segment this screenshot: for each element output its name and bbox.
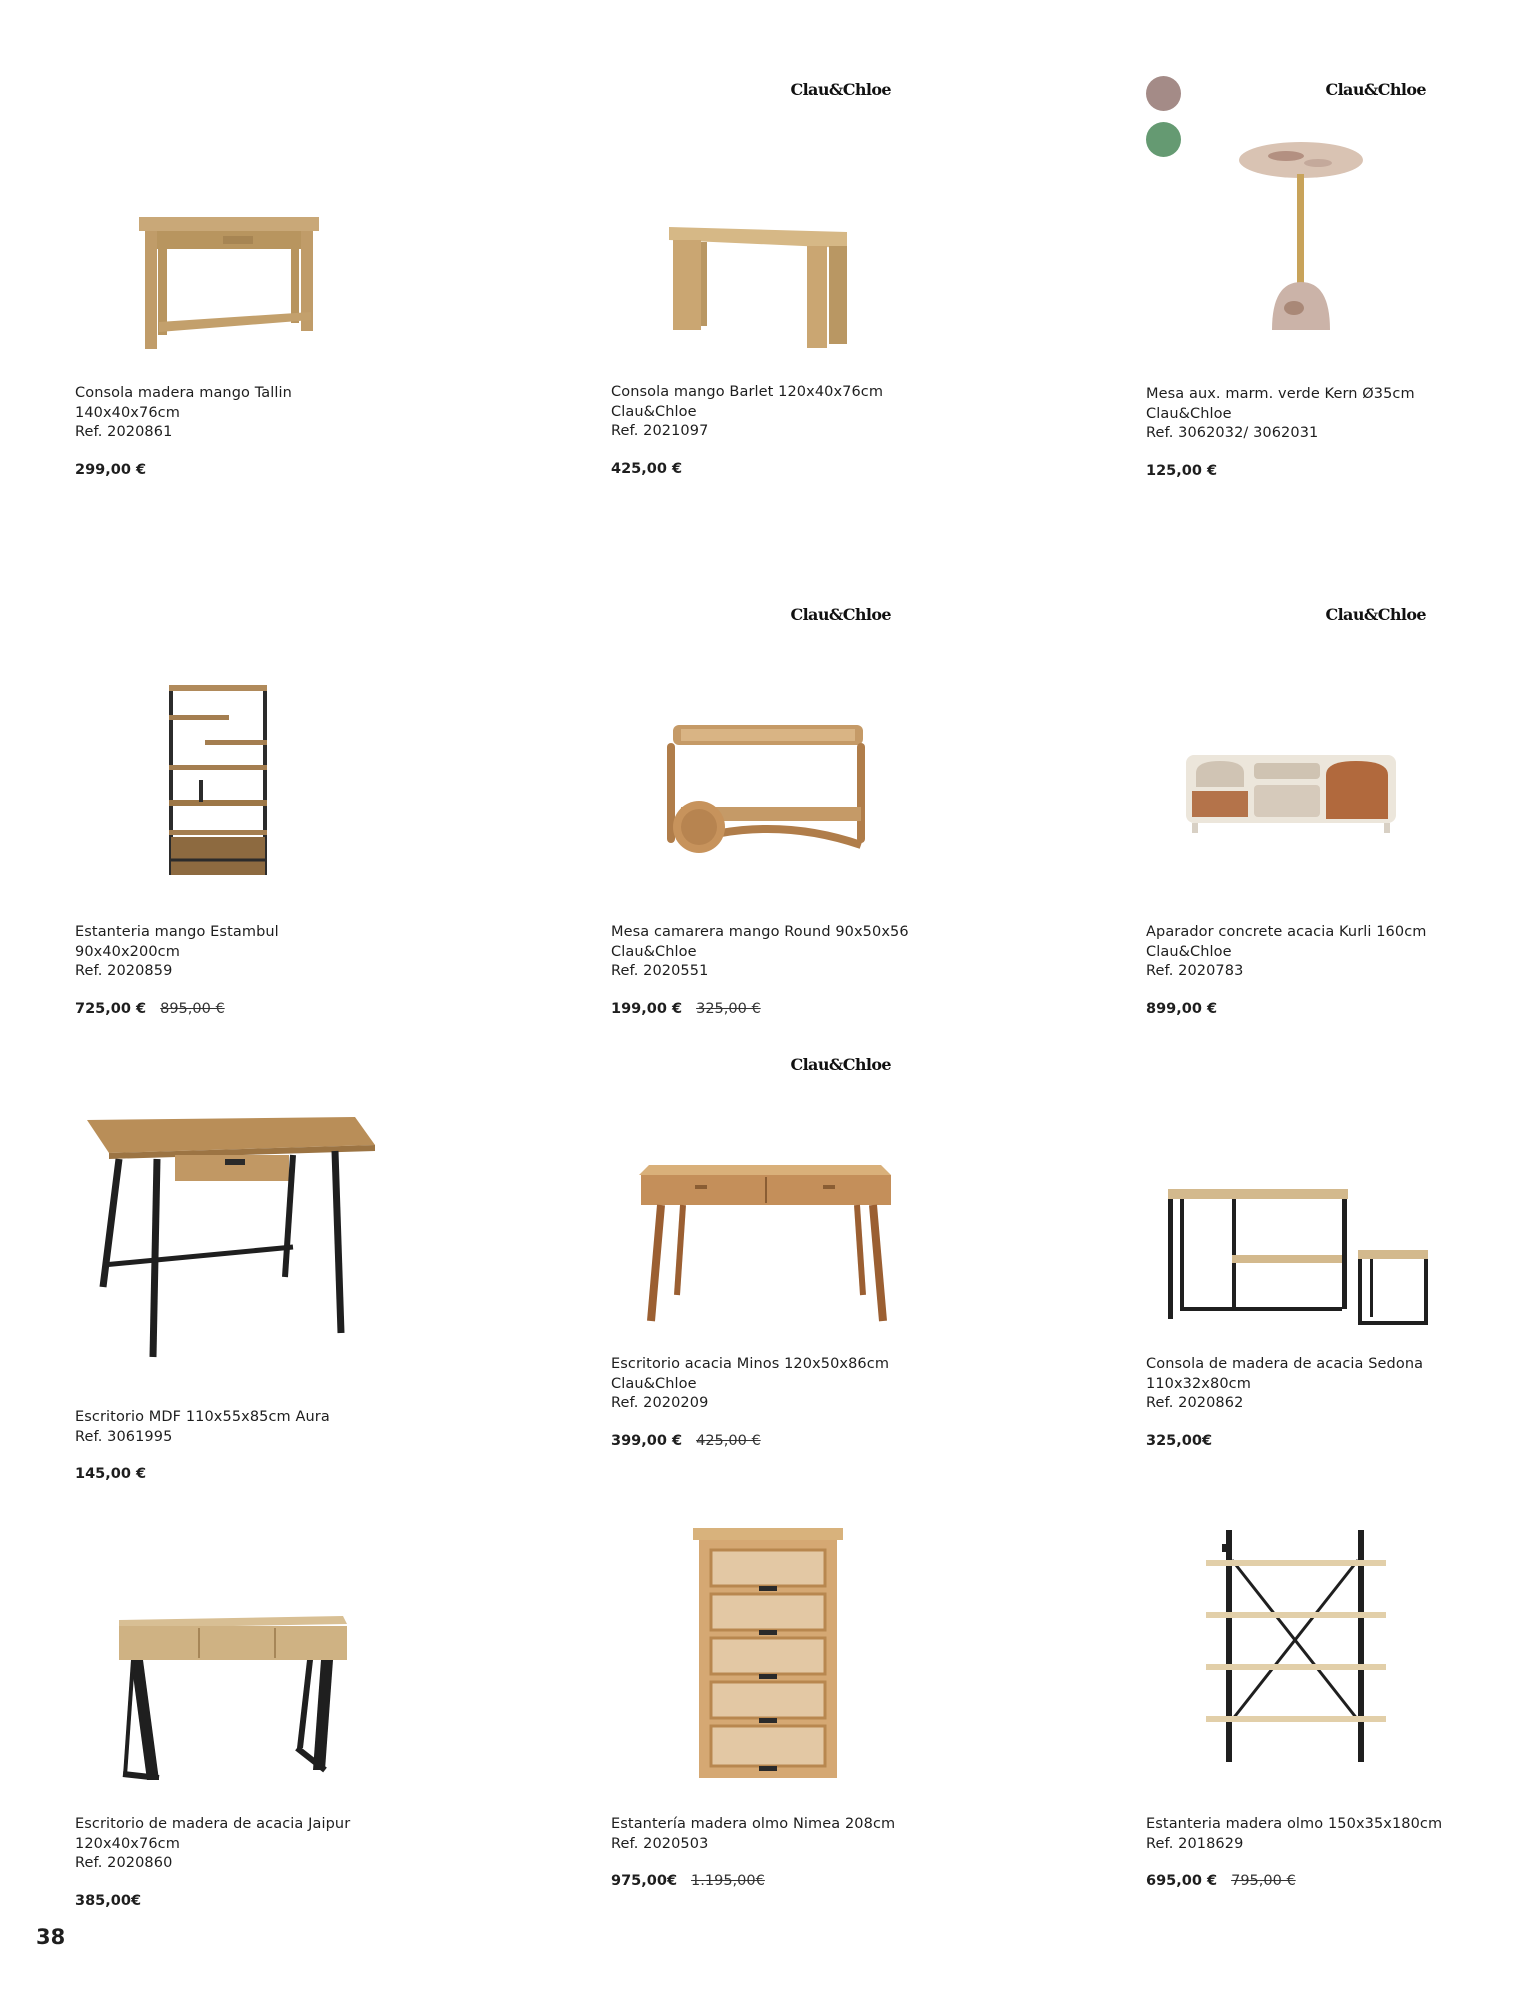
product-name: Consola mango Barlet 120x40x76cm bbox=[611, 384, 884, 400]
product-price: 425,00 € bbox=[611, 460, 683, 477]
product-brand-text: Clau&Chloe bbox=[611, 1375, 697, 1392]
product-name: Aparador concrete acacia Kurli 160cm bbox=[1146, 924, 1427, 940]
brand-logo: Clau&Chloe bbox=[790, 605, 891, 624]
product-dimensions: 110x32x80cm bbox=[1146, 1375, 1251, 1392]
product-card[interactable] bbox=[75, 575, 475, 1017]
product-ref: Ref. 2020861 bbox=[75, 424, 173, 440]
product-card[interactable] bbox=[611, 575, 1011, 1017]
glass-cabinet-icon bbox=[611, 1520, 1011, 1780]
serving-cart-icon bbox=[611, 615, 1011, 875]
product-ref: Ref. 2020551 bbox=[611, 963, 709, 979]
sideboard-icon bbox=[1146, 615, 1538, 875]
product-ref: Ref. 3061995 bbox=[75, 1428, 173, 1445]
product-name: Estanteria madera olmo 150x35x180cm bbox=[1146, 1816, 1443, 1832]
product-price: 695,00 € bbox=[1146, 1873, 1218, 1889]
product-card[interactable] bbox=[75, 50, 475, 478]
product-name: Consola de madera de acacia Sedona bbox=[1146, 1356, 1424, 1372]
product-name: Escritorio acacia Minos 120x50x86cm bbox=[611, 1356, 890, 1372]
drawer-desk-icon bbox=[611, 1095, 1011, 1355]
product-ref: Ref. 2020860 bbox=[75, 1855, 173, 1871]
product-name: Mesa camarera mango Round 90x50x56 bbox=[611, 924, 909, 940]
product-dimensions: 90x40x200cm bbox=[75, 943, 180, 960]
brand-logo: Clau&Chloe bbox=[1325, 80, 1426, 99]
acacia-desk-icon bbox=[75, 1520, 475, 1780]
product-brand-text: Clau&Chloe bbox=[611, 403, 697, 420]
product-card[interactable] bbox=[1146, 1055, 1538, 1475]
product-ref: Ref. 2020209 bbox=[611, 1395, 709, 1411]
product-name: Estantería madera olmo Nimea 208cm bbox=[611, 1816, 896, 1832]
product-price: 385,00€ bbox=[75, 1892, 142, 1909]
product-brand-text: Clau&Chloe bbox=[611, 943, 697, 960]
product-name: Escritorio MDF 110x55x85cm Aura bbox=[75, 1409, 330, 1425]
product-price: 399,00 € bbox=[611, 1432, 683, 1449]
slab-console-icon bbox=[611, 90, 1011, 350]
product-old-price: 325,00 € bbox=[696, 1000, 761, 1017]
product-dimensions: 120x40x76cm bbox=[75, 1835, 180, 1852]
product-price: 199,00 € bbox=[611, 1000, 683, 1017]
product-price: 325,00€ bbox=[1146, 1432, 1213, 1449]
product-card[interactable] bbox=[1146, 575, 1538, 1017]
product-price: 725,00 € bbox=[75, 1000, 147, 1017]
product-card[interactable] bbox=[1146, 50, 1538, 479]
product-card[interactable] bbox=[75, 1055, 475, 1495]
bookshelf-icon bbox=[75, 615, 475, 875]
product-ref: Ref. 3062032/ 3062031 bbox=[1146, 425, 1319, 441]
product-ref: Ref. 2018629 bbox=[1146, 1835, 1244, 1852]
product-dimensions: 140x40x76cm bbox=[75, 404, 180, 421]
product-name: Consola madera mango Tallin bbox=[75, 385, 292, 401]
product-old-price: 1.195,00€ bbox=[691, 1873, 765, 1889]
console-table-icon bbox=[75, 90, 475, 350]
product-ref: Ref. 2020503 bbox=[611, 1835, 709, 1852]
product-card[interactable] bbox=[611, 50, 1011, 477]
product-card[interactable] bbox=[611, 1480, 1011, 1900]
product-name: Escritorio de madera de acacia Jaipur bbox=[75, 1816, 351, 1832]
page-number: 38 bbox=[36, 1925, 66, 1949]
product-card[interactable] bbox=[1146, 1480, 1538, 1900]
product-ref: Ref. 2020783 bbox=[1146, 963, 1244, 979]
brand-logo: Clau&Chloe bbox=[790, 80, 891, 99]
product-ref: Ref. 2020859 bbox=[75, 963, 173, 979]
product-price: 145,00 € bbox=[75, 1466, 147, 1482]
product-old-price: 895,00 € bbox=[160, 1000, 225, 1017]
product-price: 125,00 € bbox=[1146, 462, 1218, 479]
product-price: 299,00 € bbox=[75, 461, 147, 478]
product-ref: Ref. 2021097 bbox=[611, 423, 709, 439]
product-brand-text: Clau&Chloe bbox=[1146, 943, 1232, 960]
product-card[interactable] bbox=[75, 1480, 475, 1909]
product-ref: Ref. 2020862 bbox=[1146, 1395, 1244, 1411]
desk-icon bbox=[75, 1095, 475, 1395]
brand-logo: Clau&Chloe bbox=[1325, 605, 1426, 624]
brand-logo: Clau&Chloe bbox=[790, 1055, 891, 1074]
product-price: 899,00 € bbox=[1146, 1000, 1218, 1017]
x-shelf-icon bbox=[1146, 1520, 1538, 1780]
nesting-console-icon bbox=[1146, 1095, 1538, 1355]
product-card[interactable] bbox=[611, 1055, 1011, 1475]
product-old-price: 795,00 € bbox=[1231, 1873, 1296, 1889]
product-price: 975,00€ bbox=[611, 1873, 678, 1889]
marble-side-table-icon bbox=[1146, 90, 1538, 350]
product-name: Mesa aux. marm. verde Kern Ø35cm bbox=[1146, 386, 1415, 402]
product-brand-text: Clau&Chloe bbox=[1146, 405, 1232, 422]
product-old-price: 425,00 € bbox=[696, 1432, 761, 1449]
product-name: Estanteria mango Estambul bbox=[75, 924, 279, 940]
